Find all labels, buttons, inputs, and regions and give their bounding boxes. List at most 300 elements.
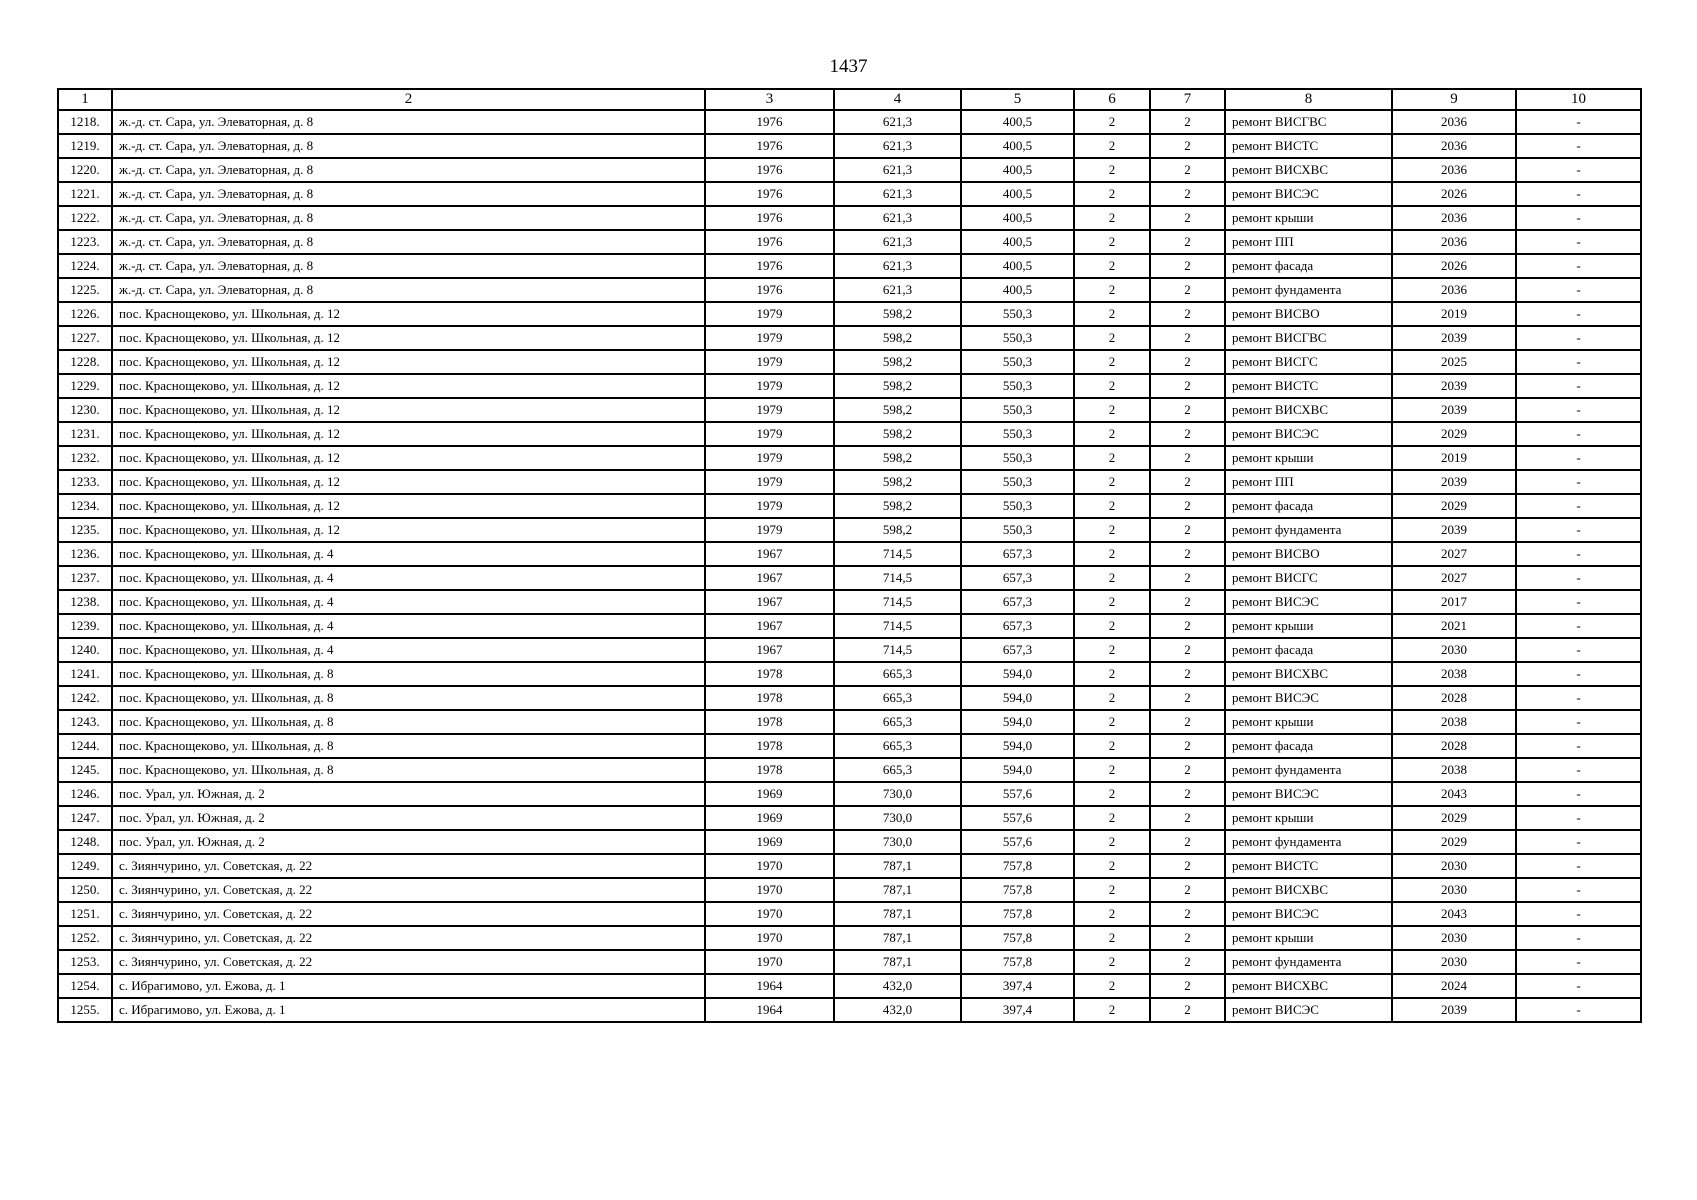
entrances-cell: 2 xyxy=(1150,686,1225,710)
entrances-cell: 2 xyxy=(1150,950,1225,974)
work-type-cell: ремонт фундамента xyxy=(1225,518,1392,542)
note-cell: - xyxy=(1516,254,1641,278)
row-number-cell: 1245. xyxy=(58,758,112,782)
note-cell: - xyxy=(1516,590,1641,614)
table-row xyxy=(58,518,1641,542)
work-type-cell: ремонт ВИСГВС xyxy=(1225,326,1392,350)
table-row xyxy=(58,686,1641,710)
planned-year-cell: 2039 xyxy=(1392,398,1516,422)
living-area-cell: 550,3 xyxy=(961,518,1074,542)
address-cell: пос. Краснощеково, ул. Школьная, д. 4 xyxy=(112,614,705,638)
year-cell: 1978 xyxy=(705,758,834,782)
entrances-cell: 2 xyxy=(1150,566,1225,590)
note-cell: - xyxy=(1516,542,1641,566)
floors-cell: 2 xyxy=(1074,518,1150,542)
planned-year-cell: 2029 xyxy=(1392,494,1516,518)
entrances-cell: 2 xyxy=(1150,278,1225,302)
work-type-cell: ремонт ВИСВО xyxy=(1225,302,1392,326)
address-cell: пос. Краснощеково, ул. Школьная, д. 12 xyxy=(112,326,705,350)
planned-year-cell: 2019 xyxy=(1392,302,1516,326)
planned-year-cell: 2028 xyxy=(1392,734,1516,758)
planned-year-cell: 2038 xyxy=(1392,710,1516,734)
total-area-cell: 730,0 xyxy=(834,806,961,830)
table-row xyxy=(58,542,1641,566)
table-row xyxy=(58,134,1641,158)
total-area-cell: 714,5 xyxy=(834,614,961,638)
table-row xyxy=(58,782,1641,806)
table-row xyxy=(58,590,1641,614)
row-number-cell: 1248. xyxy=(58,830,112,854)
floors-cell: 2 xyxy=(1074,950,1150,974)
row-number-cell: 1231. xyxy=(58,422,112,446)
row-number-cell: 1232. xyxy=(58,446,112,470)
planned-year-cell: 2038 xyxy=(1392,662,1516,686)
living-area-cell: 400,5 xyxy=(961,230,1074,254)
total-area-cell: 665,3 xyxy=(834,662,961,686)
planned-year-cell: 2043 xyxy=(1392,782,1516,806)
year-cell: 1979 xyxy=(705,518,834,542)
row-number-cell: 1227. xyxy=(58,326,112,350)
note-cell: - xyxy=(1516,854,1641,878)
work-type-cell: ремонт ВИСЭС xyxy=(1225,182,1392,206)
row-number-cell: 1247. xyxy=(58,806,112,830)
table-row xyxy=(58,878,1641,902)
address-cell: пос. Краснощеково, ул. Школьная, д. 12 xyxy=(112,422,705,446)
entrances-cell: 2 xyxy=(1150,110,1225,134)
year-cell: 1976 xyxy=(705,158,834,182)
planned-year-cell: 2026 xyxy=(1392,182,1516,206)
work-type-cell: ремонт фасада xyxy=(1225,494,1392,518)
row-number-cell: 1253. xyxy=(58,950,112,974)
floors-cell: 2 xyxy=(1074,278,1150,302)
total-area-cell: 621,3 xyxy=(834,254,961,278)
table-row xyxy=(58,758,1641,782)
planned-year-cell: 2027 xyxy=(1392,566,1516,590)
floors-cell: 2 xyxy=(1074,374,1150,398)
year-cell: 1979 xyxy=(705,302,834,326)
total-area-cell: 598,2 xyxy=(834,470,961,494)
year-cell: 1976 xyxy=(705,182,834,206)
address-cell: с. Зиянчурино, ул. Советская, д. 22 xyxy=(112,950,705,974)
floors-cell: 2 xyxy=(1074,926,1150,950)
entrances-cell: 2 xyxy=(1150,854,1225,878)
work-type-cell: ремонт крыши xyxy=(1225,614,1392,638)
entrances-cell: 2 xyxy=(1150,710,1225,734)
note-cell: - xyxy=(1516,350,1641,374)
total-area-cell: 598,2 xyxy=(834,374,961,398)
total-area-cell: 665,3 xyxy=(834,758,961,782)
work-type-cell: ремонт ВИСХВС xyxy=(1225,398,1392,422)
living-area-cell: 400,5 xyxy=(961,254,1074,278)
floors-cell: 2 xyxy=(1074,614,1150,638)
note-cell: - xyxy=(1516,134,1641,158)
address-cell: ж.-д. ст. Сара, ул. Элеваторная, д. 8 xyxy=(112,110,705,134)
living-area-cell: 557,6 xyxy=(961,806,1074,830)
living-area-cell: 757,8 xyxy=(961,878,1074,902)
floors-cell: 2 xyxy=(1074,254,1150,278)
planned-year-cell: 2027 xyxy=(1392,542,1516,566)
entrances-cell: 2 xyxy=(1150,374,1225,398)
total-area-cell: 432,0 xyxy=(834,974,961,998)
year-cell: 1969 xyxy=(705,830,834,854)
floors-cell: 2 xyxy=(1074,494,1150,518)
table-row xyxy=(58,206,1641,230)
living-area-cell: 657,3 xyxy=(961,566,1074,590)
year-cell: 1976 xyxy=(705,230,834,254)
planned-year-cell: 2029 xyxy=(1392,422,1516,446)
planned-year-cell: 2039 xyxy=(1392,470,1516,494)
address-cell: пос. Краснощеково, ул. Школьная, д. 4 xyxy=(112,638,705,662)
year-cell: 1967 xyxy=(705,566,834,590)
living-area-cell: 657,3 xyxy=(961,590,1074,614)
floors-cell: 2 xyxy=(1074,734,1150,758)
living-area-cell: 400,5 xyxy=(961,206,1074,230)
table-row xyxy=(58,734,1641,758)
planned-year-cell: 2017 xyxy=(1392,590,1516,614)
table-row xyxy=(58,854,1641,878)
year-cell: 1964 xyxy=(705,998,834,1022)
year-cell: 1969 xyxy=(705,806,834,830)
note-cell: - xyxy=(1516,302,1641,326)
planned-year-cell: 2030 xyxy=(1392,950,1516,974)
floors-cell: 2 xyxy=(1074,710,1150,734)
row-number-cell: 1240. xyxy=(58,638,112,662)
work-type-cell: ремонт фундамента xyxy=(1225,278,1392,302)
floors-cell: 2 xyxy=(1074,470,1150,494)
planned-year-cell: 2039 xyxy=(1392,326,1516,350)
note-cell: - xyxy=(1516,614,1641,638)
year-cell: 1978 xyxy=(705,710,834,734)
address-cell: с. Зиянчурино, ул. Советская, д. 22 xyxy=(112,854,705,878)
living-area-cell: 594,0 xyxy=(961,734,1074,758)
row-number-cell: 1242. xyxy=(58,686,112,710)
year-cell: 1976 xyxy=(705,278,834,302)
note-cell: - xyxy=(1516,782,1641,806)
row-number-cell: 1225. xyxy=(58,278,112,302)
address-cell: пос. Краснощеково, ул. Школьная, д. 4 xyxy=(112,590,705,614)
work-type-cell: ремонт ВИСЭС xyxy=(1225,590,1392,614)
note-cell: - xyxy=(1516,326,1641,350)
entrances-cell: 2 xyxy=(1150,542,1225,566)
work-type-cell: ремонт крыши xyxy=(1225,806,1392,830)
work-type-cell: ремонт фасада xyxy=(1225,254,1392,278)
entrances-cell: 2 xyxy=(1150,518,1225,542)
table-row xyxy=(58,398,1641,422)
column-header: 2 xyxy=(112,89,705,110)
year-cell: 1964 xyxy=(705,974,834,998)
address-cell: ж.-д. ст. Сара, ул. Элеваторная, д. 8 xyxy=(112,278,705,302)
planned-year-cell: 2021 xyxy=(1392,614,1516,638)
column-header: 3 xyxy=(705,89,834,110)
living-area-cell: 594,0 xyxy=(961,662,1074,686)
year-cell: 1967 xyxy=(705,542,834,566)
year-cell: 1976 xyxy=(705,254,834,278)
note-cell: - xyxy=(1516,518,1641,542)
table-row xyxy=(58,662,1641,686)
living-area-cell: 757,8 xyxy=(961,926,1074,950)
note-cell: - xyxy=(1516,182,1641,206)
row-number-cell: 1251. xyxy=(58,902,112,926)
total-area-cell: 432,0 xyxy=(834,998,961,1022)
address-cell: с. Зиянчурино, ул. Советская, д. 22 xyxy=(112,902,705,926)
table-row xyxy=(58,998,1641,1022)
entrances-cell: 2 xyxy=(1150,230,1225,254)
note-cell: - xyxy=(1516,422,1641,446)
work-type-cell: ремонт ВИСЭС xyxy=(1225,686,1392,710)
year-cell: 1979 xyxy=(705,398,834,422)
registry-table xyxy=(57,88,1642,1023)
work-type-cell: ремонт фундамента xyxy=(1225,950,1392,974)
table-row xyxy=(58,830,1641,854)
total-area-cell: 621,3 xyxy=(834,230,961,254)
year-cell: 1969 xyxy=(705,782,834,806)
total-area-cell: 598,2 xyxy=(834,350,961,374)
work-type-cell: ремонт крыши xyxy=(1225,206,1392,230)
column-header: 9 xyxy=(1392,89,1516,110)
planned-year-cell: 2026 xyxy=(1392,254,1516,278)
total-area-cell: 598,2 xyxy=(834,302,961,326)
address-cell: пос. Краснощеково, ул. Школьная, д. 12 xyxy=(112,446,705,470)
living-area-cell: 400,5 xyxy=(961,134,1074,158)
column-header: 8 xyxy=(1225,89,1392,110)
table-row xyxy=(58,566,1641,590)
total-area-cell: 714,5 xyxy=(834,638,961,662)
note-cell: - xyxy=(1516,734,1641,758)
total-area-cell: 598,2 xyxy=(834,326,961,350)
floors-cell: 2 xyxy=(1074,446,1150,470)
living-area-cell: 550,3 xyxy=(961,446,1074,470)
living-area-cell: 400,5 xyxy=(961,182,1074,206)
floors-cell: 2 xyxy=(1074,422,1150,446)
entrances-cell: 2 xyxy=(1150,758,1225,782)
note-cell: - xyxy=(1516,974,1641,998)
entrances-cell: 2 xyxy=(1150,590,1225,614)
column-header: 6 xyxy=(1074,89,1150,110)
planned-year-cell: 2043 xyxy=(1392,902,1516,926)
work-type-cell: ремонт фасада xyxy=(1225,638,1392,662)
address-cell: пос. Краснощеково, ул. Школьная, д. 12 xyxy=(112,302,705,326)
floors-cell: 2 xyxy=(1074,566,1150,590)
note-cell: - xyxy=(1516,278,1641,302)
planned-year-cell: 2024 xyxy=(1392,974,1516,998)
work-type-cell: ремонт ВИСВО xyxy=(1225,542,1392,566)
table-row xyxy=(58,710,1641,734)
living-area-cell: 550,3 xyxy=(961,494,1074,518)
table-row xyxy=(58,902,1641,926)
address-cell: ж.-д. ст. Сара, ул. Элеваторная, д. 8 xyxy=(112,254,705,278)
address-cell: пос. Урал, ул. Южная, д. 2 xyxy=(112,830,705,854)
address-cell: пос. Краснощеково, ул. Школьная, д. 8 xyxy=(112,758,705,782)
entrances-cell: 2 xyxy=(1150,302,1225,326)
work-type-cell: ремонт ПП xyxy=(1225,470,1392,494)
floors-cell: 2 xyxy=(1074,110,1150,134)
planned-year-cell: 2030 xyxy=(1392,926,1516,950)
entrances-cell: 2 xyxy=(1150,398,1225,422)
row-number-cell: 1238. xyxy=(58,590,112,614)
floors-cell: 2 xyxy=(1074,590,1150,614)
floors-cell: 2 xyxy=(1074,398,1150,422)
planned-year-cell: 2029 xyxy=(1392,830,1516,854)
work-type-cell: ремонт фундамента xyxy=(1225,758,1392,782)
work-type-cell: ремонт ВИСТС xyxy=(1225,134,1392,158)
living-area-cell: 400,5 xyxy=(961,158,1074,182)
row-number-cell: 1239. xyxy=(58,614,112,638)
total-area-cell: 787,1 xyxy=(834,854,961,878)
year-cell: 1967 xyxy=(705,614,834,638)
table-row xyxy=(58,926,1641,950)
row-number-cell: 1236. xyxy=(58,542,112,566)
table-row xyxy=(58,326,1641,350)
work-type-cell: ремонт крыши xyxy=(1225,446,1392,470)
living-area-cell: 397,4 xyxy=(961,998,1074,1022)
entrances-cell: 2 xyxy=(1150,998,1225,1022)
total-area-cell: 621,3 xyxy=(834,158,961,182)
address-cell: пос. Урал, ул. Южная, д. 2 xyxy=(112,782,705,806)
note-cell: - xyxy=(1516,878,1641,902)
year-cell: 1967 xyxy=(705,590,834,614)
column-header: 1 xyxy=(58,89,112,110)
year-cell: 1979 xyxy=(705,374,834,398)
entrances-cell: 2 xyxy=(1150,902,1225,926)
table-row xyxy=(58,302,1641,326)
table-row xyxy=(58,806,1641,830)
note-cell: - xyxy=(1516,110,1641,134)
row-number-cell: 1252. xyxy=(58,926,112,950)
row-number-cell: 1255. xyxy=(58,998,112,1022)
column-header: 10 xyxy=(1516,89,1641,110)
column-header: 5 xyxy=(961,89,1074,110)
living-area-cell: 757,8 xyxy=(961,950,1074,974)
floors-cell: 2 xyxy=(1074,350,1150,374)
living-area-cell: 550,3 xyxy=(961,302,1074,326)
address-cell: с. Зиянчурино, ул. Советская, д. 22 xyxy=(112,878,705,902)
total-area-cell: 665,3 xyxy=(834,710,961,734)
year-cell: 1979 xyxy=(705,494,834,518)
column-header: 7 xyxy=(1150,89,1225,110)
address-cell: пос. Краснощеково, ул. Школьная, д. 4 xyxy=(112,566,705,590)
planned-year-cell: 2039 xyxy=(1392,998,1516,1022)
table-row xyxy=(58,614,1641,638)
work-type-cell: ремонт ВИСЭС xyxy=(1225,902,1392,926)
row-number-cell: 1234. xyxy=(58,494,112,518)
table-row xyxy=(58,182,1641,206)
row-number-cell: 1229. xyxy=(58,374,112,398)
address-cell: ж.-д. ст. Сара, ул. Элеваторная, д. 8 xyxy=(112,182,705,206)
planned-year-cell: 2030 xyxy=(1392,878,1516,902)
living-area-cell: 657,3 xyxy=(961,638,1074,662)
work-type-cell: ремонт ВИСХВС xyxy=(1225,974,1392,998)
total-area-cell: 787,1 xyxy=(834,950,961,974)
planned-year-cell: 2036 xyxy=(1392,278,1516,302)
living-area-cell: 594,0 xyxy=(961,758,1074,782)
living-area-cell: 550,3 xyxy=(961,350,1074,374)
total-area-cell: 787,1 xyxy=(834,878,961,902)
note-cell: - xyxy=(1516,710,1641,734)
entrances-cell: 2 xyxy=(1150,782,1225,806)
living-area-cell: 550,3 xyxy=(961,470,1074,494)
living-area-cell: 657,3 xyxy=(961,614,1074,638)
entrances-cell: 2 xyxy=(1150,326,1225,350)
note-cell: - xyxy=(1516,758,1641,782)
address-cell: ж.-д. ст. Сара, ул. Элеваторная, д. 8 xyxy=(112,158,705,182)
note-cell: - xyxy=(1516,806,1641,830)
address-cell: пос. Краснощеково, ул. Школьная, д. 12 xyxy=(112,374,705,398)
address-cell: с. Ибрагимово, ул. Ежова, д. 1 xyxy=(112,974,705,998)
planned-year-cell: 2036 xyxy=(1392,206,1516,230)
entrances-cell: 2 xyxy=(1150,494,1225,518)
year-cell: 1978 xyxy=(705,662,834,686)
floors-cell: 2 xyxy=(1074,782,1150,806)
address-cell: пос. Краснощеково, ул. Школьная, д. 8 xyxy=(112,710,705,734)
planned-year-cell: 2039 xyxy=(1392,374,1516,398)
entrances-cell: 2 xyxy=(1150,806,1225,830)
entrances-cell: 2 xyxy=(1150,446,1225,470)
entrances-cell: 2 xyxy=(1150,974,1225,998)
entrances-cell: 2 xyxy=(1150,638,1225,662)
total-area-cell: 621,3 xyxy=(834,206,961,230)
work-type-cell: ремонт ВИСЭС xyxy=(1225,998,1392,1022)
total-area-cell: 665,3 xyxy=(834,686,961,710)
note-cell: - xyxy=(1516,158,1641,182)
address-cell: с. Ибрагимово, ул. Ежова, д. 1 xyxy=(112,998,705,1022)
row-number-cell: 1220. xyxy=(58,158,112,182)
table-body xyxy=(58,110,1641,1022)
table-row xyxy=(58,950,1641,974)
floors-cell: 2 xyxy=(1074,830,1150,854)
planned-year-cell: 2036 xyxy=(1392,158,1516,182)
entrances-cell: 2 xyxy=(1150,926,1225,950)
work-type-cell: ремонт ВИСЭС xyxy=(1225,422,1392,446)
living-area-cell: 657,3 xyxy=(961,542,1074,566)
address-cell: ж.-д. ст. Сара, ул. Элеваторная, д. 8 xyxy=(112,230,705,254)
table-row xyxy=(58,110,1641,134)
floors-cell: 2 xyxy=(1074,182,1150,206)
entrances-cell: 2 xyxy=(1150,158,1225,182)
total-area-cell: 730,0 xyxy=(834,830,961,854)
planned-year-cell: 2030 xyxy=(1392,854,1516,878)
living-area-cell: 550,3 xyxy=(961,398,1074,422)
year-cell: 1979 xyxy=(705,350,834,374)
planned-year-cell: 2019 xyxy=(1392,446,1516,470)
row-number-cell: 1243. xyxy=(58,710,112,734)
work-type-cell: ремонт фасада xyxy=(1225,734,1392,758)
table-row xyxy=(58,230,1641,254)
note-cell: - xyxy=(1516,206,1641,230)
living-area-cell: 400,5 xyxy=(961,110,1074,134)
address-cell: пос. Краснощеково, ул. Школьная, д. 12 xyxy=(112,518,705,542)
living-area-cell: 757,8 xyxy=(961,854,1074,878)
total-area-cell: 787,1 xyxy=(834,926,961,950)
table-row xyxy=(58,446,1641,470)
total-area-cell: 621,3 xyxy=(834,182,961,206)
year-cell: 1970 xyxy=(705,878,834,902)
table-row xyxy=(58,158,1641,182)
table-row xyxy=(58,278,1641,302)
table-row xyxy=(58,374,1641,398)
year-cell: 1979 xyxy=(705,326,834,350)
entrances-cell: 2 xyxy=(1150,614,1225,638)
work-type-cell: ремонт ВИСЭС xyxy=(1225,782,1392,806)
row-number-cell: 1219. xyxy=(58,134,112,158)
row-number-cell: 1226. xyxy=(58,302,112,326)
total-area-cell: 621,3 xyxy=(834,110,961,134)
living-area-cell: 594,0 xyxy=(961,686,1074,710)
entrances-cell: 2 xyxy=(1150,350,1225,374)
year-cell: 1979 xyxy=(705,470,834,494)
floors-cell: 2 xyxy=(1074,878,1150,902)
note-cell: - xyxy=(1516,230,1641,254)
total-area-cell: 598,2 xyxy=(834,398,961,422)
